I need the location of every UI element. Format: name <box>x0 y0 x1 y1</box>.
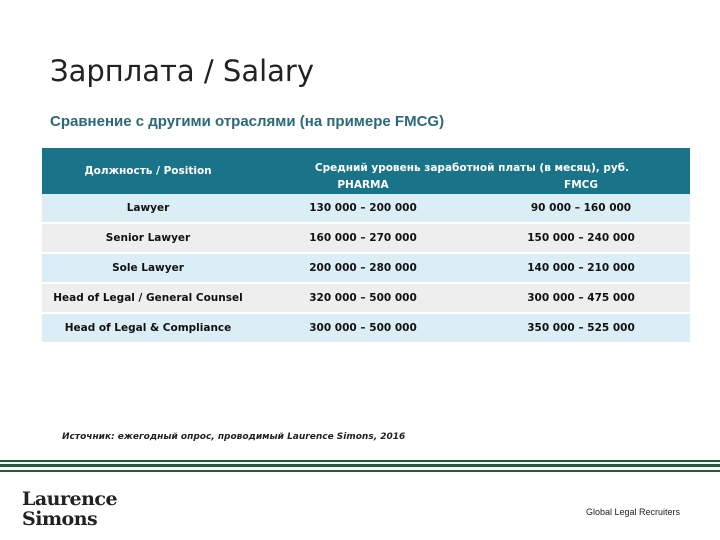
page-title: Зарплата / Salary <box>50 54 315 88</box>
cell-pharma: 160 000 – 270 000 <box>254 223 472 253</box>
cell-pharma: 320 000 – 500 000 <box>254 283 472 313</box>
table-row <box>42 313 690 343</box>
company-tagline: Global Legal Recruiters <box>585 507 680 517</box>
header-position: Должность / Position <box>42 148 254 194</box>
logo-line: Laurence <box>22 488 118 510</box>
salary-table <box>42 148 690 344</box>
page-subtitle: Сравнение с другими отраслями (на примере FMCG) <box>50 113 445 130</box>
cell-position: Head of Legal & Compliance <box>42 313 254 343</box>
source-note: Источник: ежегодный опрос, проводимый Laurence Simons, 2016 <box>62 432 406 442</box>
cell-position: Lawyer <box>42 194 254 223</box>
table-row <box>42 283 690 313</box>
header-salary: Средний уровень заработной платы (в месяц), руб. <box>254 148 690 176</box>
cell-pharma: 200 000 – 280 000 <box>254 253 472 283</box>
logo-line: Simons <box>22 508 98 530</box>
table-row <box>42 223 690 253</box>
cell-fmcg: 350 000 – 525 000 <box>472 313 690 343</box>
cell-pharma: 130 000 – 200 000 <box>254 194 472 223</box>
cell-position: Senior Lawyer <box>42 223 254 253</box>
cell-fmcg: 90 000 – 160 000 <box>472 194 690 223</box>
company-logo <box>22 489 117 529</box>
cell-fmcg: 140 000 – 210 000 <box>472 253 690 283</box>
cell-pharma: 300 000 – 500 000 <box>254 313 472 343</box>
header-pharma: PHARMA <box>254 176 472 194</box>
cell-fmcg: 300 000 – 475 000 <box>472 283 690 313</box>
table-row <box>42 253 690 283</box>
cell-fmcg: 150 000 – 240 000 <box>472 223 690 253</box>
footer-divider <box>0 464 720 467</box>
table-row <box>42 194 690 223</box>
cell-position: Sole Lawyer <box>42 253 254 283</box>
cell-position: Head of Legal / General Counsel <box>42 283 254 313</box>
footer-divider <box>0 460 720 462</box>
footer-divider <box>0 470 720 472</box>
header-fmcg: FMCG <box>472 176 690 194</box>
